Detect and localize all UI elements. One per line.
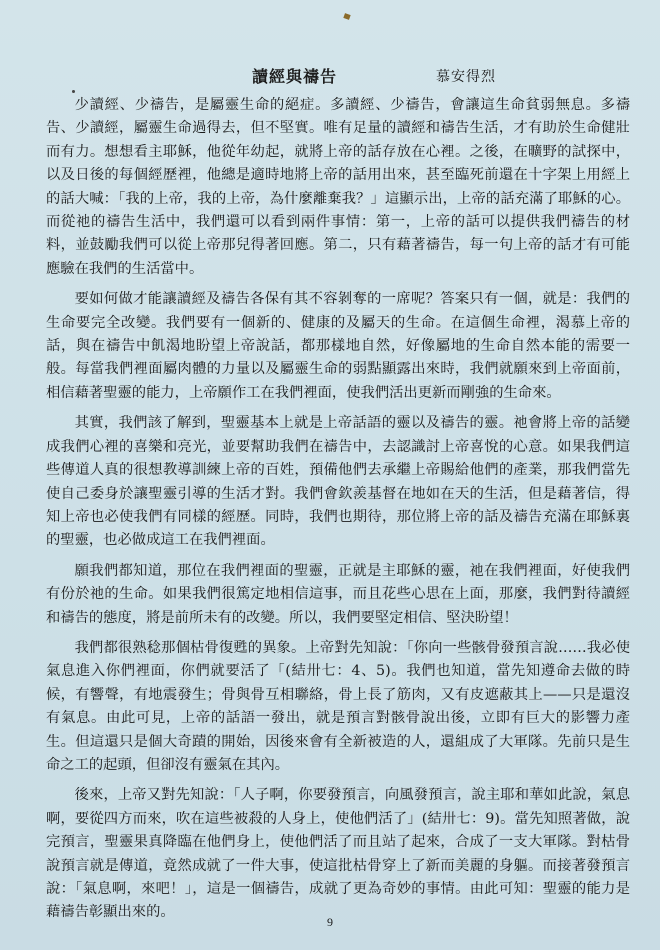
article-body [46, 94, 630, 925]
paragraph-4: 願我們都知道，那位在我們裡面的聖靈，正就是主耶穌的靈，祂在我們裡面，好使我們有份於祂的生命。如果我們很篤定地相信這事，而且花些心思在上面，那麼，我們對待讀經和禱告的態度，將是前所未有的改變。所以，我們要堅定相信、堅決盼望！ [46, 562, 630, 626]
page-number: 9 [327, 915, 333, 929]
paragraph-3: 其實，我們該了解到，聖靈基本上就是上帝話語的靈以及禱告的靈。祂會將上帝的話變成我們心裡的喜樂和亮光，並要幫助我們在禱告中，去認識討上帝喜悅的心意。如果我們這些傳道人真的很想教導訓練上帝的百姓，預備他們去承繼上帝賜給他們的產業，那我們當先使自己委身於讓聖靈引導的生活才對。我們會欽羨基督在地如在天的生活，但是藉著信，得知上帝也必使我們有同樣的經歷。同時，我們也期待，那位將上帝的話及禱告充滿在耶穌裏的聖靈，也必做成這工在我們裡面。 [46, 415, 630, 549]
paragraph-1: 少讀經、少禱告，是屬靈生命的絕症。多讀經、少禱告，會讓這生命貧弱無息。多禱告、少讀經，屬靈生命過得去，但不堅實。唯有足量的讀經和禱告生活，才有助於生命健壯而有力。想想看主耶穌，他從年幼起，就將上帝的話存放在心裡。之後，在曠野的試探中，以及日後的每個經歷裡，他總是適時地將上帝的話用出來，甚至臨死前還在十字架上用經上的話大喊：「我的上帝，我的上帝，為什麼離棄我？」這顯示出，上帝的話充滿了耶穌的心。而從祂的禱告生活中，我們還可以看到兩件事情：第一，上帝的話可以提供我們禱告的材料，並鼓勵我們可以從上帝那兒得著回應。第二，只有藉著禱告，每一句上帝的話才有可能應驗在我們的生活當中。 [46, 97, 630, 277]
print-dot [72, 90, 75, 93]
article-title: 讀經與禱告 [252, 67, 338, 86]
print-speck [343, 13, 350, 20]
paragraph-5: 我們都很熟稔那個枯骨復甦的異象。上帝對先知說：「你向一些骸骨發預言說……我必使氣息進入你們裡面，你們就要活了「(結卅七：4、5)。我們也知道，當先知遵命去做的時候，有響聲，有地震發生；骨與骨互相聯絡，骨上長了筋肉，又有皮遮蔽其上——只是還沒有氣息。由此可見，上帝的話語一發出，就是預言對骸骨說出後，立即有巨大的影響力產生。但這還只是個大奇蹟的開始，因後來會有全新被造的人，還組成了大軍隊。先前只是生命之工的起頭，但卻沒有靈氣在其內。 [46, 639, 630, 773]
paragraph-6: 後來，上帝又對先知說：「人子啊，你要發預言，向風發預言，說主耶和華如此說，氣息啊，要從四方而來，吹在這些被殺的人身上，使他們活了」(結卅七：9)。當先知照著做，說完預言，聖靈果真降臨在他們身上，使他們活了而且站了起來，合成了一支大軍隊。對枯骨說預言就是傳道，竟然成就了一件大事，使這批枯骨穿上了新而美麗的身軀。而接著發預言說：「氣息啊，來吧！」，這是一個禱告，成就了更為奇妙的事情。由此可知：聖靈的能力是藉禱告彰顯出來的。 [46, 787, 630, 921]
paragraph-2: 要如何做才能讓讀經及禱告各保有其不容剝奪的一席呢？答案只有一個，就是：我們的生命要完全改變。我們要有一個新的、健康的及屬天的生命。在這個生命裡，渴慕上帝的話，與在禱告中飢渴地盼望上帝說話，都那樣地自然，好像屬地的生命自然本能的需要一般。每當我們裡面屬肉體的力量以及屬靈生命的弱點顯露出來時，我們就願來到上帝面前，相信藉著聖靈的能力，上帝願作工在我們裡面，使我們活出更新而剛強的生命來。 [46, 291, 630, 401]
article-header [0, 64, 660, 88]
article-author: 慕安得烈 [436, 69, 496, 85]
